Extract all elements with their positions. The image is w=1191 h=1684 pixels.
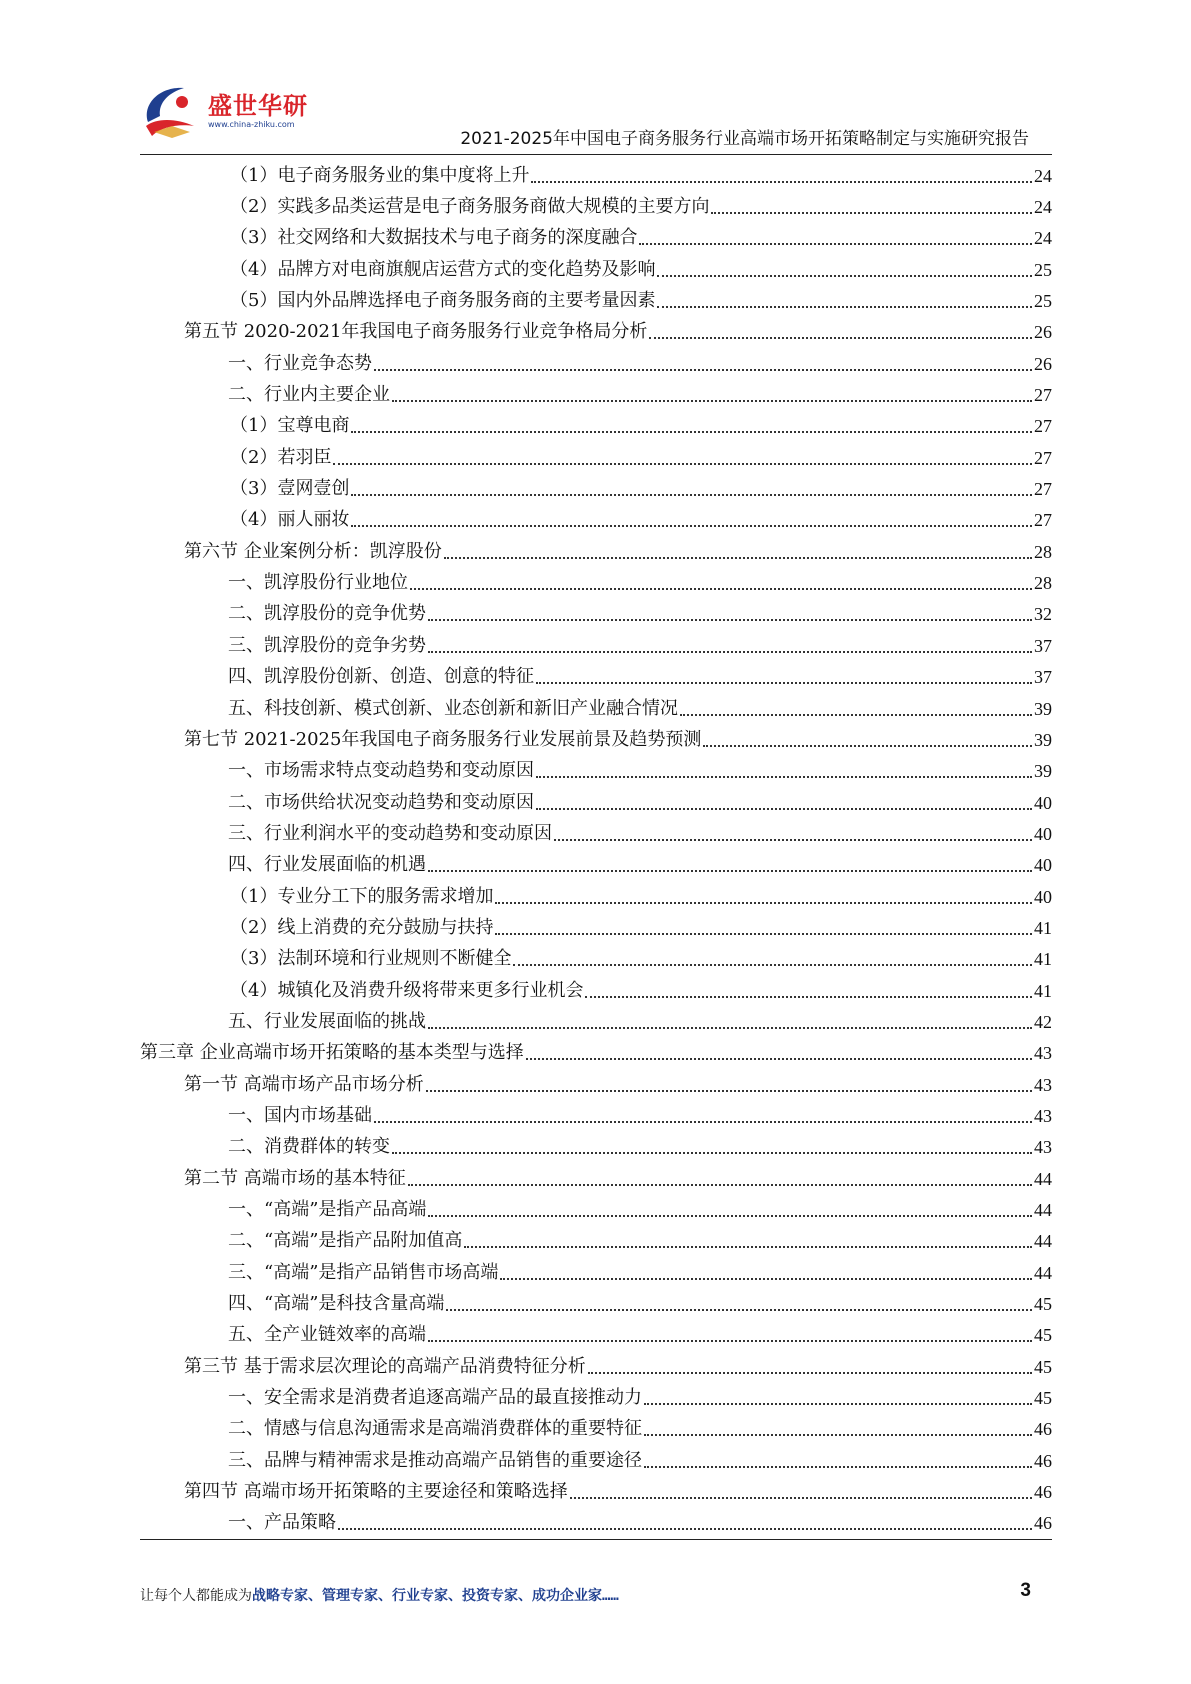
toc-entry-page: 37 xyxy=(1034,635,1052,656)
toc-entry[interactable] xyxy=(140,1006,1052,1037)
toc-entry-title: 四、凯淳股份创新、创造、创意的特征 xyxy=(228,666,534,688)
toc-entry-title: 三、“高端”是指产品销售市场高端 xyxy=(228,1261,499,1283)
toc-entry-page: 40 xyxy=(1034,855,1052,876)
toc-entry[interactable] xyxy=(140,254,1052,285)
toc-entry-page: 45 xyxy=(1034,1294,1052,1315)
toc-leader-dots xyxy=(644,1420,1032,1436)
toc-entry-page: 27 xyxy=(1034,479,1052,500)
toc-entry-page: 40 xyxy=(1034,823,1052,844)
toc-leader-dots xyxy=(536,668,1032,684)
toc-leader-dots xyxy=(338,1514,1032,1530)
toc-entry-title: （2）实践多品类运营是电子商务服务商做大规模的主要方向 xyxy=(230,196,710,218)
toc-entry[interactable] xyxy=(140,1163,1052,1194)
toc-entry-page: 44 xyxy=(1034,1262,1052,1283)
toc-leader-dots xyxy=(703,731,1032,747)
toc-leader-dots xyxy=(536,794,1032,810)
toc-leader-dots xyxy=(428,1326,1032,1342)
page-header xyxy=(0,0,1191,170)
toc-leader-dots xyxy=(428,637,1032,653)
toc-entry[interactable] xyxy=(140,599,1052,630)
toc-entry[interactable] xyxy=(140,975,1052,1006)
toc-leader-dots xyxy=(680,700,1032,716)
toc-entry-page: 24 xyxy=(1034,197,1052,218)
toc-entry-title: 一、产品策略 xyxy=(228,1512,336,1534)
toc-entry-page: 39 xyxy=(1034,761,1052,782)
page-number: 3 xyxy=(1020,1580,1031,1601)
toc-leader-dots xyxy=(408,1170,1032,1186)
toc-entry-page: 41 xyxy=(1034,917,1052,938)
toc-entry[interactable] xyxy=(140,348,1052,379)
toc-entry-page: 28 xyxy=(1034,541,1052,562)
toc-leader-dots xyxy=(446,1295,1032,1311)
toc-entry[interactable] xyxy=(140,1288,1052,1319)
toc-leader-dots xyxy=(392,386,1032,402)
toc-entry-title: 二、“高端”是指产品附加值高 xyxy=(228,1230,463,1252)
toc-entry-title: （2）线上消费的充分鼓励与扶持 xyxy=(230,916,494,938)
toc-entry-title: （4）城镇化及消费升级将带来更多行业机会 xyxy=(230,979,584,1001)
toc-leader-dots xyxy=(428,856,1032,872)
slogan-highlight: 战略专家、管理专家、行业专家、投资专家、成功企业家…… xyxy=(252,1588,619,1604)
toc-entry-title: 第四节 高端市场开拓策略的主要途径和策略选择 xyxy=(184,1481,568,1503)
toc-entry[interactable] xyxy=(140,787,1052,818)
toc-entry[interactable] xyxy=(140,1132,1052,1163)
toc-entry[interactable] xyxy=(140,1038,1052,1069)
toc-leader-dots xyxy=(644,1389,1032,1405)
toc-entry-page: 41 xyxy=(1034,980,1052,1001)
toc-entry-title: （2）若羽臣 xyxy=(230,446,332,468)
toc-entry-title: 三、凯淳股份的竞争劣势 xyxy=(228,634,426,656)
company-logo xyxy=(140,82,330,152)
toc-entry[interactable] xyxy=(140,1382,1052,1413)
toc-leader-dots xyxy=(444,543,1032,559)
toc-entry[interactable] xyxy=(140,1508,1052,1539)
toc-entry-page: 46 xyxy=(1034,1450,1052,1471)
toc-entry-page: 45 xyxy=(1034,1356,1052,1377)
toc-entry-title: （1）专业分工下的服务需求增加 xyxy=(230,885,494,907)
toc-entry-title: 三、行业利润水平的变动趋势和变动原因 xyxy=(228,822,552,844)
table-of-contents xyxy=(140,160,1052,1539)
toc-entry[interactable] xyxy=(140,567,1052,598)
toc-entry-page: 27 xyxy=(1034,447,1052,468)
toc-entry-title: 五、全产业链效率的高端 xyxy=(228,1324,426,1346)
toc-entry-title: 第五节 2020-2021年我国电子商务服务行业竞争格局分析 xyxy=(184,321,648,343)
toc-leader-dots xyxy=(351,480,1032,496)
toc-entry[interactable] xyxy=(140,411,1052,442)
toc-entry-title: 第六节 企业案例分析：凯淳股份 xyxy=(184,540,442,562)
toc-leader-dots xyxy=(392,1138,1032,1154)
toc-entry-page: 44 xyxy=(1034,1231,1052,1252)
toc-entry-title: 五、行业发展面临的挑战 xyxy=(228,1010,426,1032)
toc-leader-dots xyxy=(570,1483,1032,1499)
logo-swoosh-icon xyxy=(140,82,206,144)
toc-entry-page: 26 xyxy=(1034,322,1052,343)
footer-slogan xyxy=(140,1585,619,1605)
toc-entry-title: 一、行业竞争态势 xyxy=(228,352,372,374)
toc-leader-dots xyxy=(500,1264,1032,1280)
toc-entry-title: 一、“高端”是指产品高端 xyxy=(228,1199,427,1221)
toc-entry-page: 24 xyxy=(1034,165,1052,186)
toc-leader-dots xyxy=(410,574,1032,590)
toc-entry[interactable] xyxy=(140,1414,1052,1445)
toc-entry-title: 四、行业发展面临的机遇 xyxy=(228,854,426,876)
toc-entry-page: 25 xyxy=(1034,291,1052,312)
toc-entry-page: 42 xyxy=(1034,1011,1052,1032)
toc-entry-title: 第七节 2021-2025年我国电子商务服务行业发展前景及趋势预测 xyxy=(184,728,702,750)
report-title: 2021-2025年中国电子商务服务行业高端市场开拓策略制定与实施研究报告 xyxy=(460,129,1029,149)
toc-leader-dots xyxy=(333,449,1032,465)
toc-entry[interactable] xyxy=(140,1320,1052,1351)
toc-entry-title: （3）壹网壹创 xyxy=(230,478,350,500)
toc-leader-dots xyxy=(711,198,1032,214)
toc-entry[interactable] xyxy=(140,912,1052,943)
toc-entry[interactable] xyxy=(140,850,1052,881)
toc-entry[interactable] xyxy=(140,1476,1052,1507)
toc-entry-title: 一、国内市场基础 xyxy=(228,1104,372,1126)
toc-entry[interactable] xyxy=(140,1351,1052,1382)
toc-leader-dots xyxy=(426,1076,1032,1092)
toc-entry[interactable] xyxy=(140,1069,1052,1100)
toc-entry-page: 44 xyxy=(1034,1200,1052,1221)
toc-entry-page: 41 xyxy=(1034,949,1052,970)
toc-entry[interactable] xyxy=(140,473,1052,504)
toc-entry[interactable] xyxy=(140,160,1052,191)
toc-entry-title: 一、凯淳股份行业地位 xyxy=(228,572,408,594)
toc-leader-dots xyxy=(588,1358,1032,1374)
toc-entry[interactable] xyxy=(140,630,1052,661)
toc-entry-title: 二、市场供给状况变动趋势和变动原因 xyxy=(228,791,534,813)
toc-entry[interactable] xyxy=(140,536,1052,567)
toc-entry-page: 40 xyxy=(1034,792,1052,813)
toc-entry-page: 46 xyxy=(1034,1482,1052,1503)
toc-leader-dots xyxy=(644,1452,1032,1468)
toc-entry-title: 一、安全需求是消费者追逐高端产品的最直接推动力 xyxy=(228,1387,642,1409)
toc-entry-title: （1）电子商务服务业的集中度将上升 xyxy=(230,164,530,186)
toc-leader-dots xyxy=(531,167,1032,183)
toc-entry[interactable] xyxy=(140,693,1052,724)
toc-entry-page: 32 xyxy=(1034,604,1052,625)
toc-leader-dots xyxy=(639,229,1032,245)
toc-leader-dots xyxy=(526,1044,1032,1060)
toc-entry-title: （4）品牌方对电商旗舰店运营方式的变化趋势及影响 xyxy=(230,258,656,280)
toc-entry-title: 第三章 企业高端市场开拓策略的基本类型与选择 xyxy=(140,1042,524,1064)
toc-entry[interactable] xyxy=(140,317,1052,348)
toc-entry-title: 五、科技创新、模式创新、业态创新和新旧产业融合情况 xyxy=(228,697,678,719)
logo-text: 盛世华研 xyxy=(208,92,308,120)
toc-entry-title: （3）法制环境和行业规则不断健全 xyxy=(230,948,512,970)
toc-entry[interactable] xyxy=(140,442,1052,473)
toc-entry-page: 27 xyxy=(1034,416,1052,437)
toc-entry-title: 一、市场需求特点变动趋势和变动原因 xyxy=(228,760,534,782)
toc-entry-title: 二、行业内主要企业 xyxy=(228,384,390,406)
toc-entry[interactable] xyxy=(140,285,1052,316)
toc-leader-dots xyxy=(657,261,1032,277)
toc-entry-page: 37 xyxy=(1034,667,1052,688)
footer-divider xyxy=(140,1539,1052,1540)
toc-entry[interactable] xyxy=(140,505,1052,536)
toc-leader-dots xyxy=(536,762,1032,778)
toc-entry-page: 27 xyxy=(1034,385,1052,406)
toc-leader-dots xyxy=(428,1201,1032,1217)
toc-entry[interactable] xyxy=(140,223,1052,254)
toc-entry[interactable] xyxy=(140,818,1052,849)
toc-leader-dots xyxy=(351,511,1032,527)
toc-leader-dots xyxy=(495,888,1032,904)
toc-leader-dots xyxy=(374,1107,1032,1123)
toc-entry-page: 43 xyxy=(1034,1105,1052,1126)
toc-entry[interactable] xyxy=(140,881,1052,912)
toc-entry[interactable] xyxy=(140,1100,1052,1131)
toc-entry[interactable] xyxy=(140,662,1052,693)
toc-entry-page: 39 xyxy=(1034,729,1052,750)
toc-entry-title: 二、消费群体的转变 xyxy=(228,1136,390,1158)
toc-entry-page: 25 xyxy=(1034,259,1052,280)
toc-entry-page: 40 xyxy=(1034,886,1052,907)
toc-entry-title: （1）宝尊电商 xyxy=(230,415,350,437)
slogan-prefix: 让每个人都能成为 xyxy=(140,1588,252,1604)
toc-entry-title: 四、“高端”是科技含量高端 xyxy=(228,1293,445,1315)
header-divider xyxy=(140,154,1052,155)
toc-entry-page: 43 xyxy=(1034,1137,1052,1158)
toc-entry-title: 第二节 高端市场的基本特征 xyxy=(184,1167,406,1189)
toc-entry-page: 44 xyxy=(1034,1168,1052,1189)
toc-entry[interactable] xyxy=(140,379,1052,410)
toc-entry-title: 第一节 高端市场产品市场分析 xyxy=(184,1073,424,1095)
toc-entry-page: 28 xyxy=(1034,573,1052,594)
toc-entry[interactable] xyxy=(140,756,1052,787)
logo-url: www.china-zhiku.com xyxy=(208,120,295,129)
toc-leader-dots xyxy=(495,919,1032,935)
toc-leader-dots xyxy=(649,323,1032,339)
toc-entry-page: 45 xyxy=(1034,1388,1052,1409)
toc-entry-title: （3）社交网络和大数据技术与电子商务的深度融合 xyxy=(230,227,638,249)
toc-entry[interactable] xyxy=(140,1257,1052,1288)
toc-entry[interactable] xyxy=(140,1226,1052,1257)
toc-leader-dots xyxy=(428,605,1032,621)
toc-entry-page: 45 xyxy=(1034,1325,1052,1346)
toc-entry-page: 46 xyxy=(1034,1419,1052,1440)
toc-entry[interactable] xyxy=(140,1445,1052,1476)
toc-leader-dots xyxy=(374,355,1032,371)
toc-entry-title: （5）国内外品牌选择电子商务服务商的主要考量因素 xyxy=(230,290,656,312)
toc-entry-title: 二、情感与信息沟通需求是高端消费群体的重要特征 xyxy=(228,1418,642,1440)
toc-leader-dots xyxy=(585,982,1032,998)
toc-entry-page: 46 xyxy=(1034,1513,1052,1534)
toc-entry[interactable] xyxy=(140,191,1052,222)
toc-entry-page: 43 xyxy=(1034,1043,1052,1064)
toc-entry-page: 43 xyxy=(1034,1074,1052,1095)
toc-entry-title: 二、凯淳股份的竞争优势 xyxy=(228,603,426,625)
toc-entry-title: 三、品牌与精神需求是推动高端产品销售的重要途径 xyxy=(228,1449,642,1471)
toc-leader-dots xyxy=(513,950,1032,966)
toc-entry-page: 39 xyxy=(1034,698,1052,719)
toc-leader-dots xyxy=(554,825,1032,841)
toc-leader-dots xyxy=(464,1232,1032,1248)
toc-entry[interactable] xyxy=(140,1194,1052,1225)
toc-leader-dots xyxy=(351,417,1032,433)
toc-entry-page: 24 xyxy=(1034,228,1052,249)
toc-leader-dots xyxy=(428,1013,1032,1029)
toc-entry-page: 26 xyxy=(1034,353,1052,374)
toc-entry[interactable] xyxy=(140,944,1052,975)
toc-entry[interactable] xyxy=(140,724,1052,755)
toc-leader-dots xyxy=(657,292,1032,308)
toc-entry-title: （4）丽人丽妆 xyxy=(230,509,350,531)
toc-entry-title: 第三节 基于需求层次理论的高端产品消费特征分析 xyxy=(184,1355,586,1377)
toc-entry-page: 27 xyxy=(1034,510,1052,531)
